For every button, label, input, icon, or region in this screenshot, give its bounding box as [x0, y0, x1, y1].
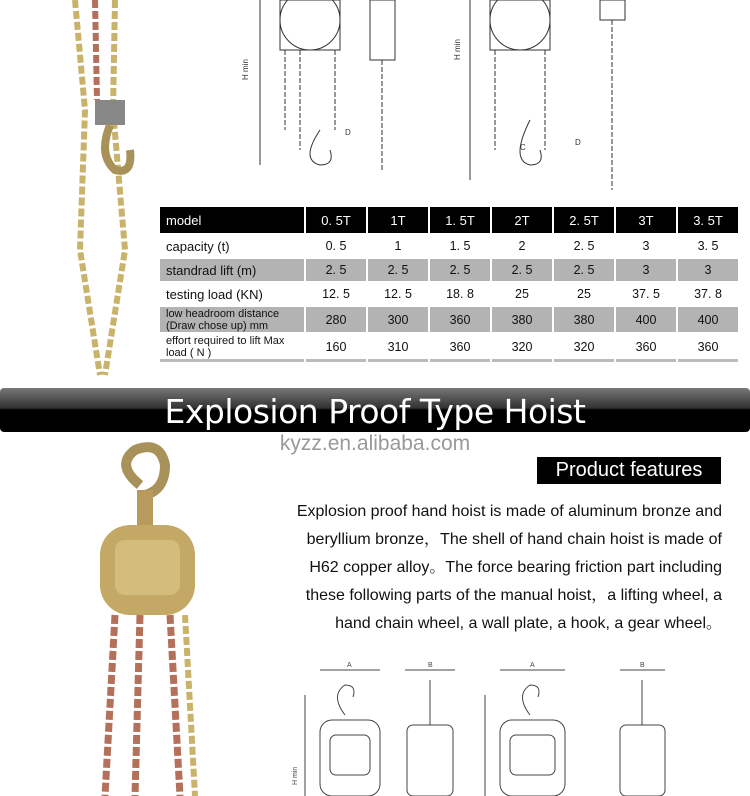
table-header-row	[160, 207, 738, 233]
description-line: hand chain wheel, a wall plate, a hook, a gear wheel。	[335, 615, 722, 632]
cell: 37. 5	[632, 287, 660, 301]
cell: 3	[616, 259, 676, 281]
cell: 2. 5	[306, 259, 366, 281]
cell: 0. 5	[325, 239, 347, 253]
cell: 400	[616, 307, 676, 332]
cell: 2. 5	[554, 259, 614, 281]
cell: 380	[554, 307, 614, 332]
row-label: effort required to lift Max load ( N )	[160, 334, 304, 362]
row-label: testing load (KN)	[166, 286, 263, 302]
cell: 2. 5	[368, 259, 428, 281]
cell: 380	[492, 307, 552, 332]
header-cell: 2. 5T	[554, 207, 614, 233]
table-row	[160, 283, 738, 305]
cell: 280	[306, 307, 366, 332]
cell: 3. 5	[697, 239, 719, 253]
a-label: A	[530, 662, 535, 669]
cell: 1	[394, 239, 402, 253]
cell: 2. 5	[430, 259, 490, 281]
banner-title: Explosion Proof Type Hoist	[164, 392, 586, 431]
bottom-technical-drawings	[285, 655, 685, 796]
cell: 360	[678, 334, 738, 362]
c-label: C	[520, 143, 526, 152]
cell: 310	[368, 334, 428, 362]
hoist-technical-drawings	[240, 0, 750, 200]
h-min-label: H min	[241, 59, 250, 80]
cell: 25	[515, 287, 529, 301]
row-label: standrad lift (m)	[160, 259, 304, 281]
description-line: H62 copper alloy。The force bearing friction part including	[309, 559, 722, 576]
product-features-heading: Product features	[537, 457, 721, 484]
features-description	[242, 498, 722, 638]
cell: 18. 8	[446, 287, 474, 301]
cell: 37. 8	[694, 287, 722, 301]
header-cell: 3. 5T	[678, 207, 738, 233]
header-cell: model	[160, 207, 304, 233]
h-min-label: H min	[453, 39, 462, 60]
d-label: D	[345, 128, 351, 137]
header-cell: 3T	[616, 207, 676, 233]
table-row	[160, 334, 738, 362]
cell: 3	[642, 239, 650, 253]
header-cell: 1. 5T	[430, 207, 490, 233]
cell: 1. 5	[449, 239, 471, 253]
cell: 2. 5	[573, 239, 595, 253]
cell: 400	[678, 307, 738, 332]
description-line: Explosion proof hand hoist is made of aluminum bronze and	[296, 503, 722, 520]
cell: 320	[492, 334, 552, 362]
cell: 2	[518, 239, 526, 253]
header-cell: 0. 5T	[306, 207, 366, 233]
cell: 320	[554, 334, 614, 362]
row-label: capacity (t)	[166, 238, 230, 254]
cell: 3	[678, 259, 738, 281]
cell: 360	[430, 307, 490, 332]
d-label: D	[575, 138, 581, 147]
cell: 360	[430, 334, 490, 362]
header-cell: 2T	[492, 207, 552, 233]
b-label: B	[640, 662, 645, 669]
description-line: these following parts of the manual hoist，a lifting wheel, a	[305, 587, 722, 604]
cell: 12. 5	[384, 287, 412, 301]
explosion-proof-hoist-photo	[85, 440, 215, 796]
watermark: kyzz.en.alibaba.com	[279, 432, 471, 455]
description-line: beryllium bronze，The shell of hand chain hoist is made of	[306, 531, 722, 548]
table-row	[160, 235, 738, 257]
h-min-label: H min	[292, 766, 299, 785]
cell: 300	[368, 307, 428, 332]
cell: 12. 5	[322, 287, 350, 301]
table-row	[160, 307, 738, 332]
cell: 2. 5	[492, 259, 552, 281]
table-row	[160, 259, 738, 281]
cell: 25	[577, 287, 591, 301]
cell: 360	[616, 334, 676, 362]
cell: 160	[306, 334, 366, 362]
header-cell: 1T	[368, 207, 428, 233]
spec-table	[158, 205, 740, 364]
a-label: A	[347, 662, 352, 669]
row-label: low headroom distance (Draw chose up) mm	[160, 307, 304, 332]
hoist-chain-photo	[55, 0, 155, 385]
b-label: B	[428, 662, 433, 669]
